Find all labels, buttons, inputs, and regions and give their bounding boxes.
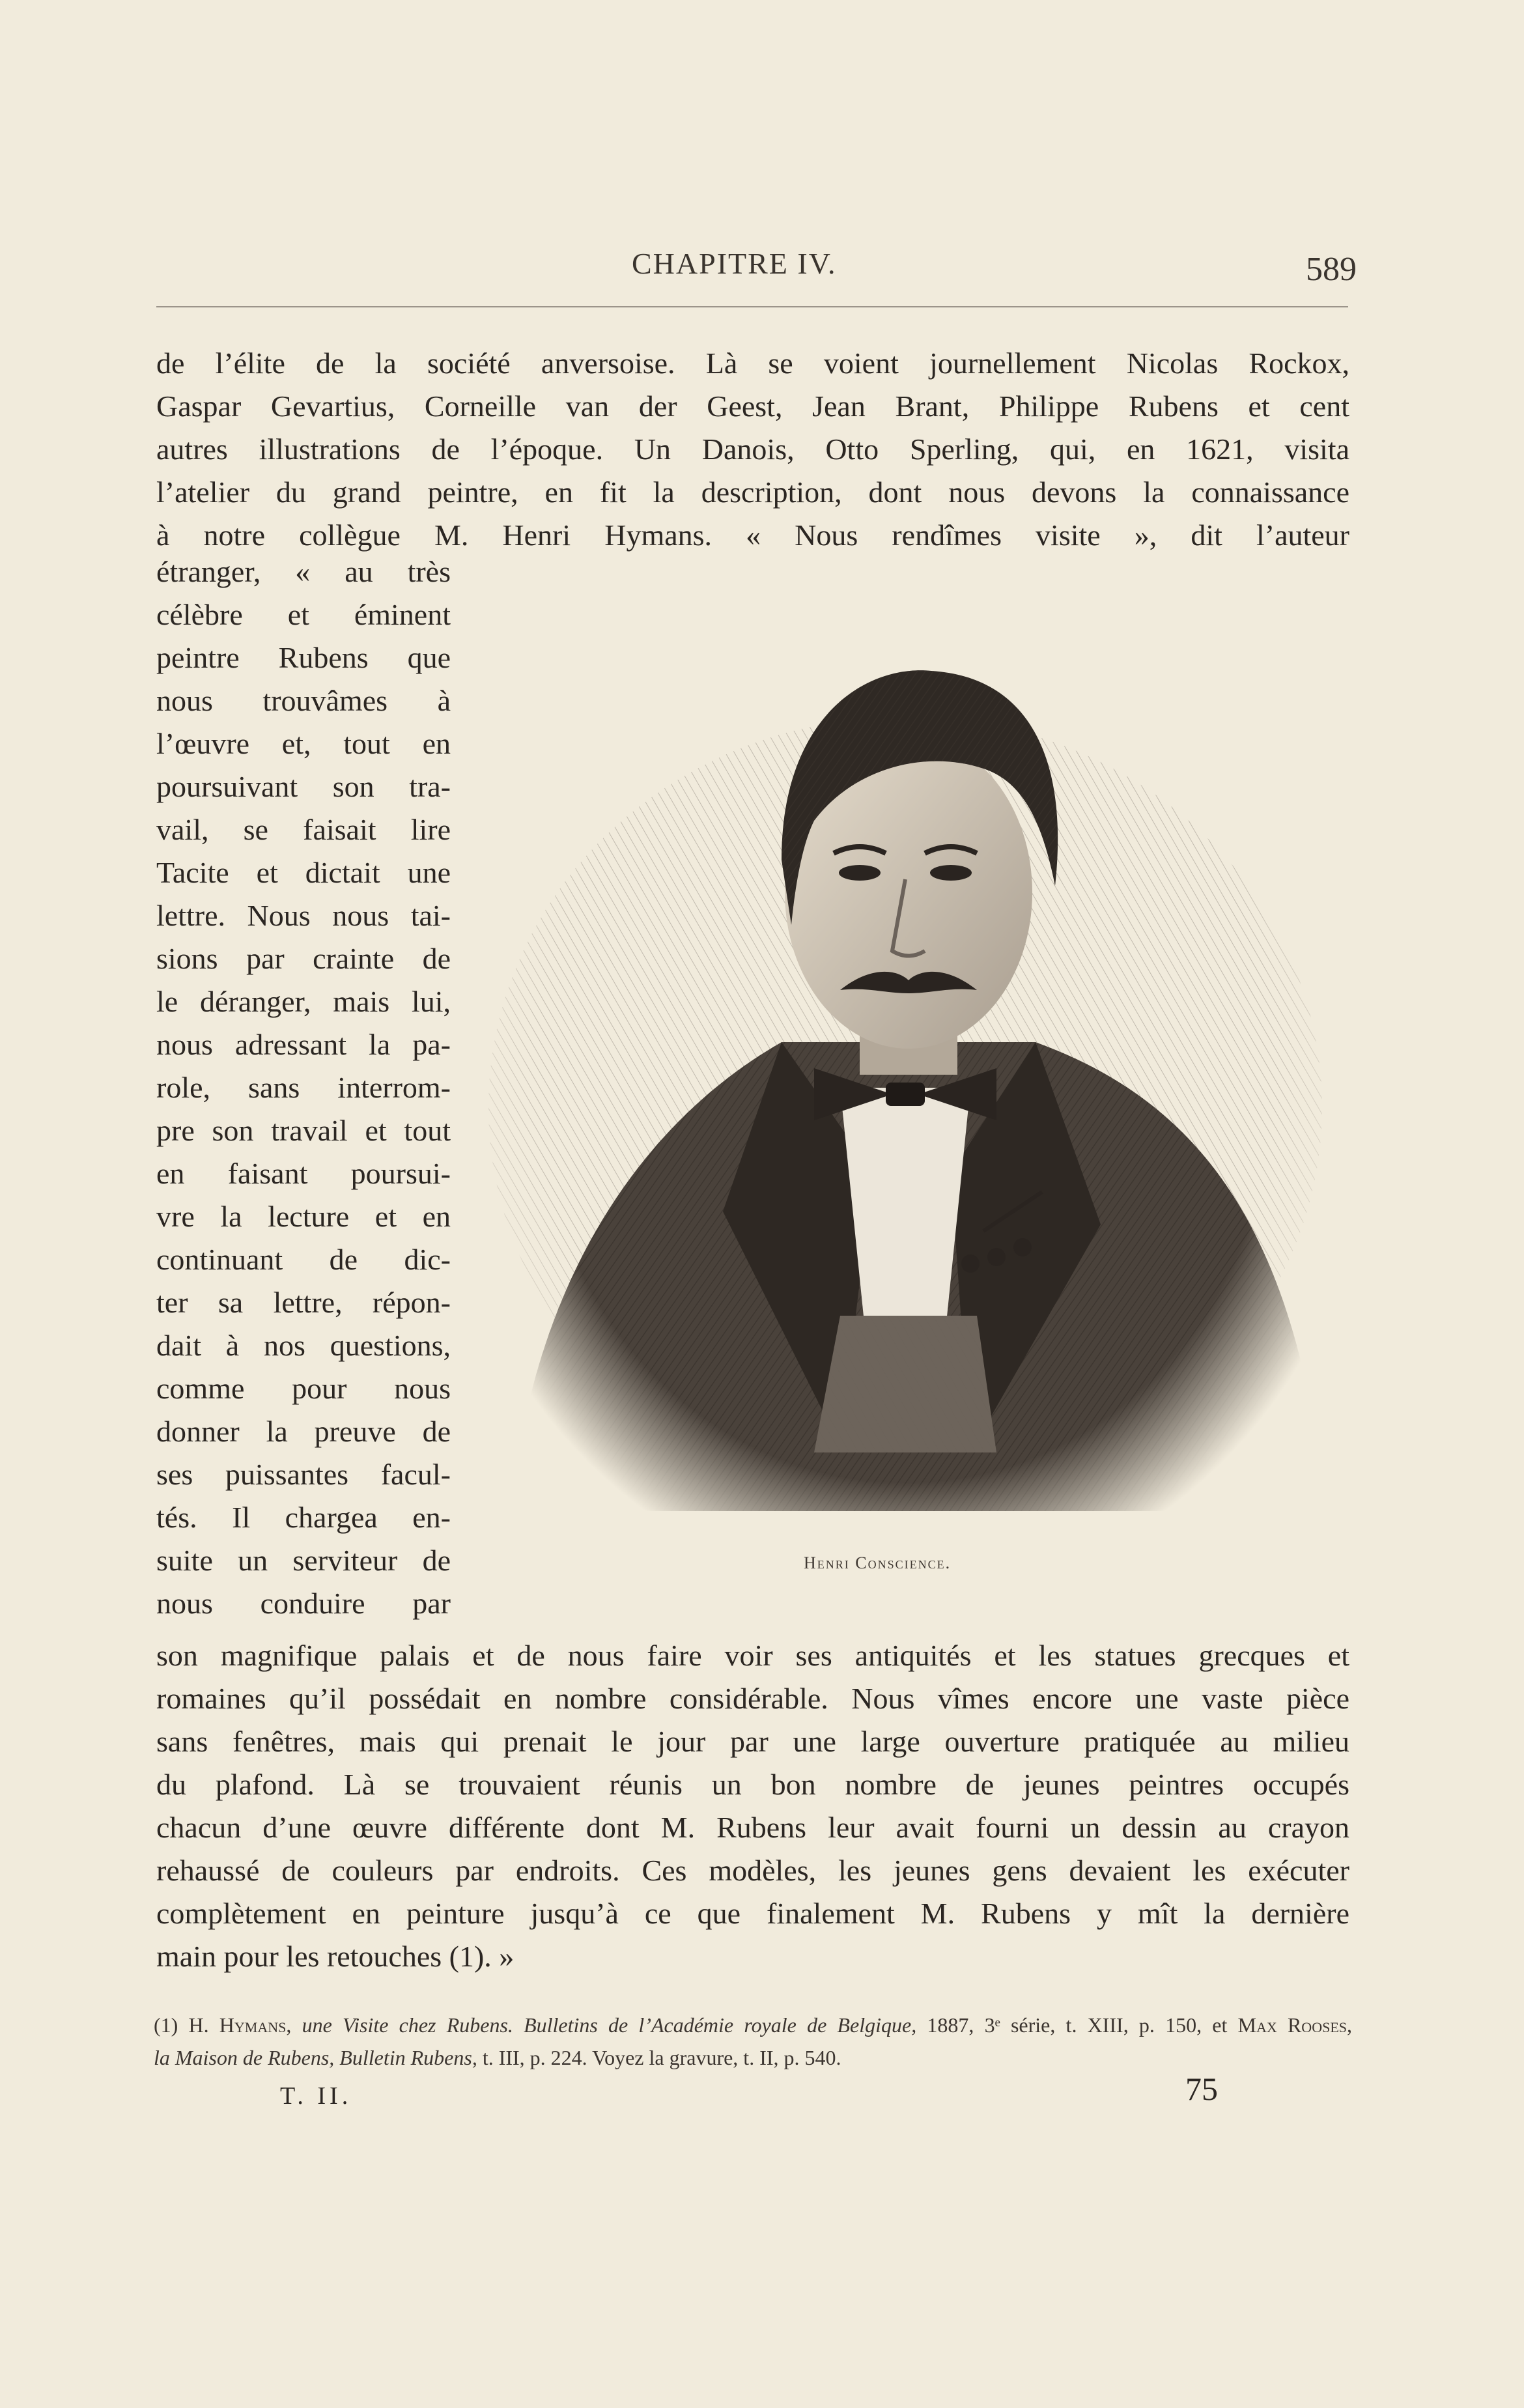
body-line: lettre. Nous nous tai- <box>156 899 451 932</box>
body-line: sions par crainte de <box>156 942 451 975</box>
body-line: dait à nos questions, <box>156 1329 451 1362</box>
footnote-marker: (1) H. <box>154 2013 209 2037</box>
body-line: autres illustrations de l’époque. Un Danois, Otto Sperling, qui, en 1621, visita <box>156 432 1349 466</box>
body-line: peintre Rubens que <box>156 641 451 674</box>
body-line: pre son travail et tout <box>156 1114 451 1147</box>
figure-caption: Henri Conscience. <box>804 1553 952 1572</box>
body-line: célèbre et éminent <box>156 598 451 631</box>
footnote-details-2: t. III, p. 224. Voyez la gravure, t. II, p. 540. <box>482 2046 841 2069</box>
footnote-line-2 <box>154 2043 1352 2073</box>
header-rule <box>156 306 1348 307</box>
footnote-author-2: Max Rooses, <box>1237 2013 1352 2037</box>
body-line: vre la lecture et en <box>156 1200 451 1233</box>
body-line: nous adressant la pa- <box>156 1028 451 1061</box>
body-line: nous trouvâmes à <box>156 684 451 717</box>
page-number: 589 <box>1306 251 1357 288</box>
body-line: Tacite et dictait une <box>156 856 451 889</box>
body-line: son magnifique palais et de nous faire voir ses antiquités et les statues grecques et <box>156 1639 1349 1672</box>
body-line: donner la preuve de <box>156 1415 451 1448</box>
body-line: comme pour nous <box>156 1372 451 1405</box>
body-line: étranger, « au très <box>156 555 451 588</box>
body-line: Gaspar Gevartius, Corneille van der Geest, Jean Brant, Philippe Rubens et cent <box>156 390 1349 423</box>
body-line: de l’élite de la société anversoise. Là se voient journellement Nicolas Rockox, <box>156 347 1349 380</box>
body-line: tés. Il chargea en- <box>156 1501 451 1534</box>
body-line: rehaussé de couleurs par endroits. Ces modèles, les jeunes gens devaient les exécuter <box>156 1854 1349 1887</box>
running-head-chapter: CHAPITRE IV. <box>632 247 837 280</box>
body-line: ses puissantes facul- <box>156 1458 451 1491</box>
footnote-title-2: la Maison de Rubens, Bulletin Rubens, <box>154 2046 477 2069</box>
body-line: en faisant poursui- <box>156 1157 451 1190</box>
body-line: role, sans interrom- <box>156 1071 451 1104</box>
signature-number: 75 <box>1185 2071 1218 2107</box>
body-line: à notre collègue M. Henri Hymans. « Nous rendîmes visite », dit l’auteur <box>156 518 1349 552</box>
body-line: vail, se faisait lire <box>156 813 451 846</box>
footnote-line-1 <box>154 2010 1352 2040</box>
body-line: romaines qu’il possédait en nombre considérable. Nous vîmes encore une vaste pièce <box>156 1682 1349 1715</box>
body-line: complètement en peinture jusqu’à ce que finalement M. Rubens y mît la dernière <box>156 1897 1349 1930</box>
body-line: l’atelier du grand peintre, en fit la description, dont nous devons la connaissance <box>156 475 1349 509</box>
body-line: poursuivant son tra- <box>156 770 451 803</box>
body-line: l’œuvre et, tout en <box>156 727 451 760</box>
body-line: suite un serviteur de <box>156 1544 451 1577</box>
body-line: main pour les retouches (1). » <box>156 1940 515 1973</box>
body-line: le déranger, mais lui, <box>156 985 451 1018</box>
body-line: continuant de dic- <box>156 1243 451 1276</box>
footnote-author: Hymans, <box>219 2013 292 2037</box>
body-line: nous conduire par <box>156 1587 451 1620</box>
portrait-engraving <box>475 586 1335 1531</box>
footnote-title: une Visite chez Rubens. Bulletins de l’Académie royale de Belgique, <box>302 2013 917 2037</box>
body-line: sans fenêtres, mais qui prenait le jour par une large ouverture pratiquée au milieu <box>156 1725 1349 1758</box>
footnote-details: 1887, 3ᵉ série, t. XIII, p. 150, et <box>927 2013 1228 2037</box>
body-line: ter sa lettre, répon- <box>156 1286 451 1319</box>
volume-mark: T. II. <box>280 2082 352 2110</box>
body-line: du plafond. Là se trouvaient réunis un bon nombre de jeunes peintres occupés <box>156 1768 1349 1801</box>
body-line: chacun d’une œuvre différente dont M. Rubens leur avait fourni un dessin au crayon <box>156 1811 1349 1844</box>
